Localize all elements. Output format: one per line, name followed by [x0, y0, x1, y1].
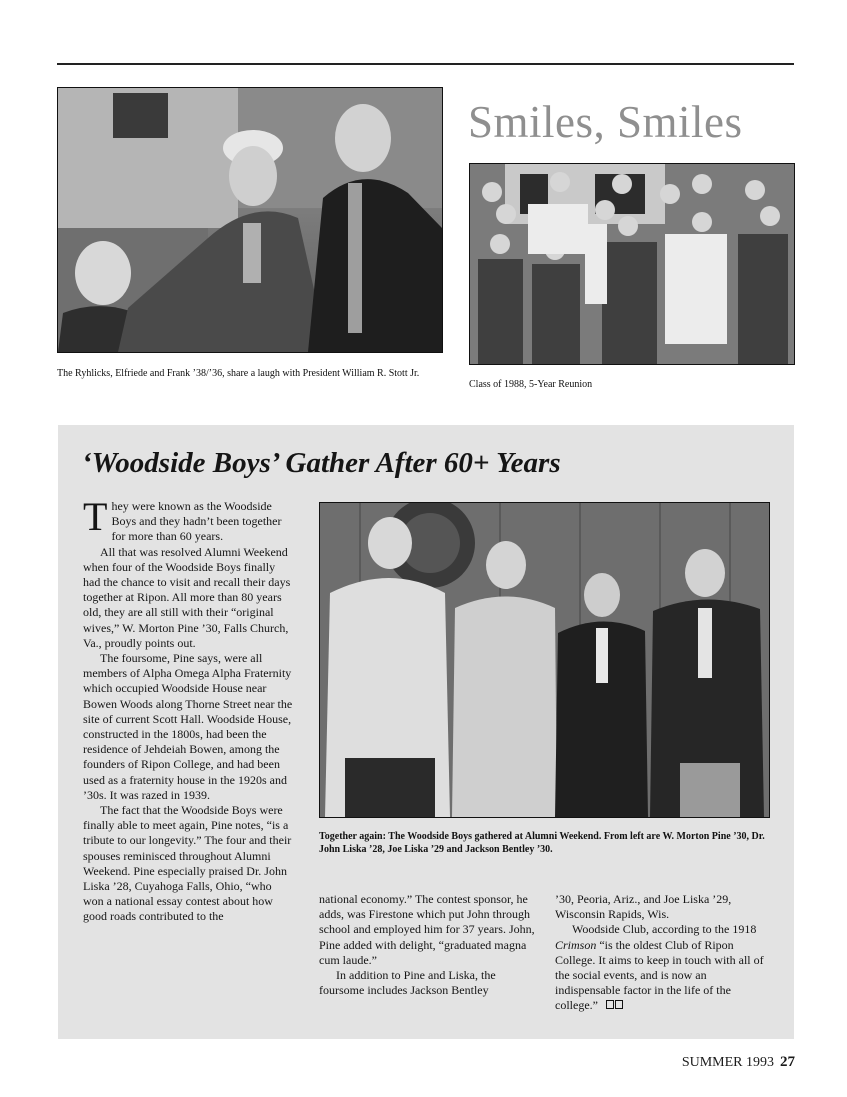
smiles-heading: Smiles, Smiles	[468, 97, 743, 147]
end-mark-icon	[606, 1000, 624, 1009]
col1-paragraph-1: They were known as the Woodside Boys and they hadn’t been together for more than 60 years.	[83, 494, 282, 544]
page-number: 27	[780, 1054, 795, 1070]
col1-paragraph-2: All that was resolved Alumni Weekend when four of the Woodside Boys finally had the chance to visit and recall their days together at Ripon. All more than 80 years old, they are all still with their “original wives,” W. Morton Pine ’30, Falls Church, Va., proudly points out.	[83, 544, 291, 650]
class-1988-photo	[469, 163, 795, 365]
ryhlicks-caption: The Ryhlicks, Elfriede and Frank ’38/’36, share a laugh with President William R. Stott Jr.	[57, 368, 420, 379]
ryhlicks-photo	[57, 87, 443, 353]
page-footer	[682, 1054, 795, 1071]
drop-cap: T	[83, 494, 108, 539]
top-rule	[57, 63, 794, 65]
class-1988-caption: Class of 1988, 5-Year Reunion	[469, 379, 593, 390]
col3-paragraph-1: ’30, Peoria, Ariz., and Joe Liska ’29, Wisconsin Rapids, Wis.	[555, 892, 732, 922]
article-column-3	[555, 892, 769, 1014]
article-column-1	[83, 494, 295, 925]
col2-paragraph-1: national economy.” The contest sponsor, he adds, was Firestone which put John through school and employed him for 37 years. John, Pine added with delight, “graduated magna cum laude.”	[319, 892, 535, 967]
article-column-2	[319, 892, 535, 998]
col1-paragraph-3: The foursome, Pine says, were all members of Alpha Omega Alpha Fraternity which occupied Woodside House near Bowen Woods along Thorne Street near the site of current Scott Hall. Woodside House, constructed in the 1800s, had been the residence of Jehdeiah Bowen, among the founders of Ripon College, and had been used as a fraternity house in the 1920s and ’30s. It was razed in 1939.	[83, 651, 293, 802]
issue-label: SUMMER 1993	[681, 1055, 774, 1070]
col2-paragraph-2: In addition to Pine and Liska, the foursome includes Jackson Bentley	[319, 968, 496, 998]
woodside-photo-caption: Together again: The Woodside Boys gathered at Alumni Weekend. From left are W. Morton Pine ’30, Dr. John Liska ’28, Joe Liska ’29 and Jackson Bentley ’30.	[319, 831, 765, 855]
woodside-boys-photo	[319, 502, 770, 818]
article-title: ‘Woodside Boys’ Gather After 60+ Years	[82, 447, 561, 479]
col3-paragraph-2: Woodside Club, according to the 1918 Crimson “is the oldest Club of Ripon College. It aims to keep in touch with all of the social events, and is now an indispensable factor in the life of the college.”	[555, 922, 764, 1013]
col1-paragraph-4: The fact that the Woodside Boys were finally able to meet again, Pine notes, “is a tribute to our longevity.” The four and their spouses reminisced throughout Alumni Weekend. Pine especially praised Dr. John Liska ’28, Cuyahoga Falls, Ohio, “who won a national essay contest about how good roads contributed to the	[83, 803, 292, 924]
